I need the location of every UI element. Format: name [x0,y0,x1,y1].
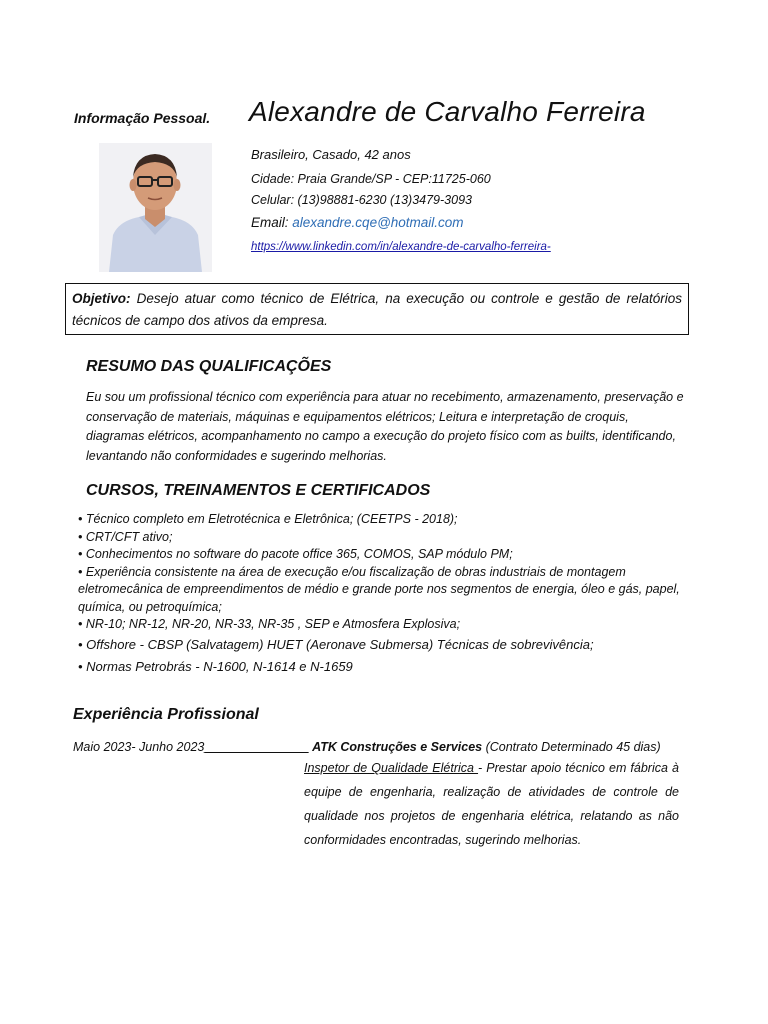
address: Cidade: Praia Grande/SP - CEP:11725-060 [251,172,491,186]
email-label: Email: [251,215,293,230]
objective-box [65,283,689,335]
list-item: • NR-10; NR-12, NR-20, NR-33, NR-35 , SEP e Atmosfera Explosiva; [78,617,461,631]
list-item: • Conhecimentos no software do pacote office 365, COMOS, SAP módulo PM; [78,547,513,561]
email-link[interactable]: alexandre.cqe@hotmail.com [292,215,464,230]
experience-role-text: - Prestar apoio técnico em fábrica à equipe de engenharia, realização de atividades de controle de qualidade nos projetos de engenharia elétrica, relatando as não conformidades encontradas, sugerindo melhorias. [304,761,679,847]
phone-numbers: Celular: (13)98881-6230 (13)3479-3093 [251,193,472,207]
courses-heading: CURSOS, TREINAMENTOS E CERTIFICADOS [86,482,431,499]
experience-heading: Experiência Profissional [73,706,259,723]
list-item: • Experiência consistente na área de execução e/ou fiscalização de obras industriais de montagem eletromecânica de empreendimentos de médio e grande porte nos segmentos de energia, óleo e gás, papel, química, ou petroquímica; [78,564,680,614]
objective-label: Objetivo: [72,291,131,306]
experience-description [304,756,679,852]
experience-contract: (Contrato Determinado 45 dias) [482,740,661,754]
experience-separator: _______________ [204,740,309,754]
experience-role: Inspetor de Qualidade Elétrica [304,761,479,775]
linkedin-link[interactable]: https://www.linkedin.com/in/alexandre-de-carvalho-ferreira- [251,241,551,253]
personal-details: Brasileiro, Casado, 42 anos [251,147,411,162]
qualifications-text: Eu sou um profissional técnico com experiência para atuar no recebimento, armazenamento, preservação e conservação de materiais, máquinas e equipamentos elétricos; Leitura e interpretação de croquis, diagramas elétricos, acompanhamento no campo a execução do projeto físico com as builts, identificando, levantando não conformidades e sugerindo melhorias. [86,390,684,463]
objective-text: Desejo atuar como técnico de Elétrica, na execução ou controle e gestão de relatórios técnicos de campo dos ativos da empresa. [72,291,682,328]
candidate-name: Alexandre de Carvalho Ferreira [249,96,646,127]
experience-entry-header [73,740,661,754]
experience-company: ATK Construções e Services [312,740,483,754]
list-item: • CRT/CFT ativo; [78,529,173,544]
list-item: • Técnico completo em Eletrotécnica e Eletrônica; (CEETPS - 2018); [78,512,458,526]
profile-photo [99,143,212,272]
email-line [251,215,464,230]
profile-photo-illustration [99,143,212,272]
courses-list [78,511,688,678]
qualifications-heading: RESUMO DAS QUALIFICAÇÕES [86,358,332,375]
list-item: • Offshore - CBSP (Salvatagem) HUET (Aeronave Submersa) Técnicas de sobrevivência; [78,636,594,652]
experience-period: Maio 2023- Junho 2023 [73,740,205,754]
list-item: • Normas Petrobrás - N-1600, N-1614 e N-1659 [78,658,353,674]
section-label-personal-info: Informação Pessoal. [74,110,211,126]
